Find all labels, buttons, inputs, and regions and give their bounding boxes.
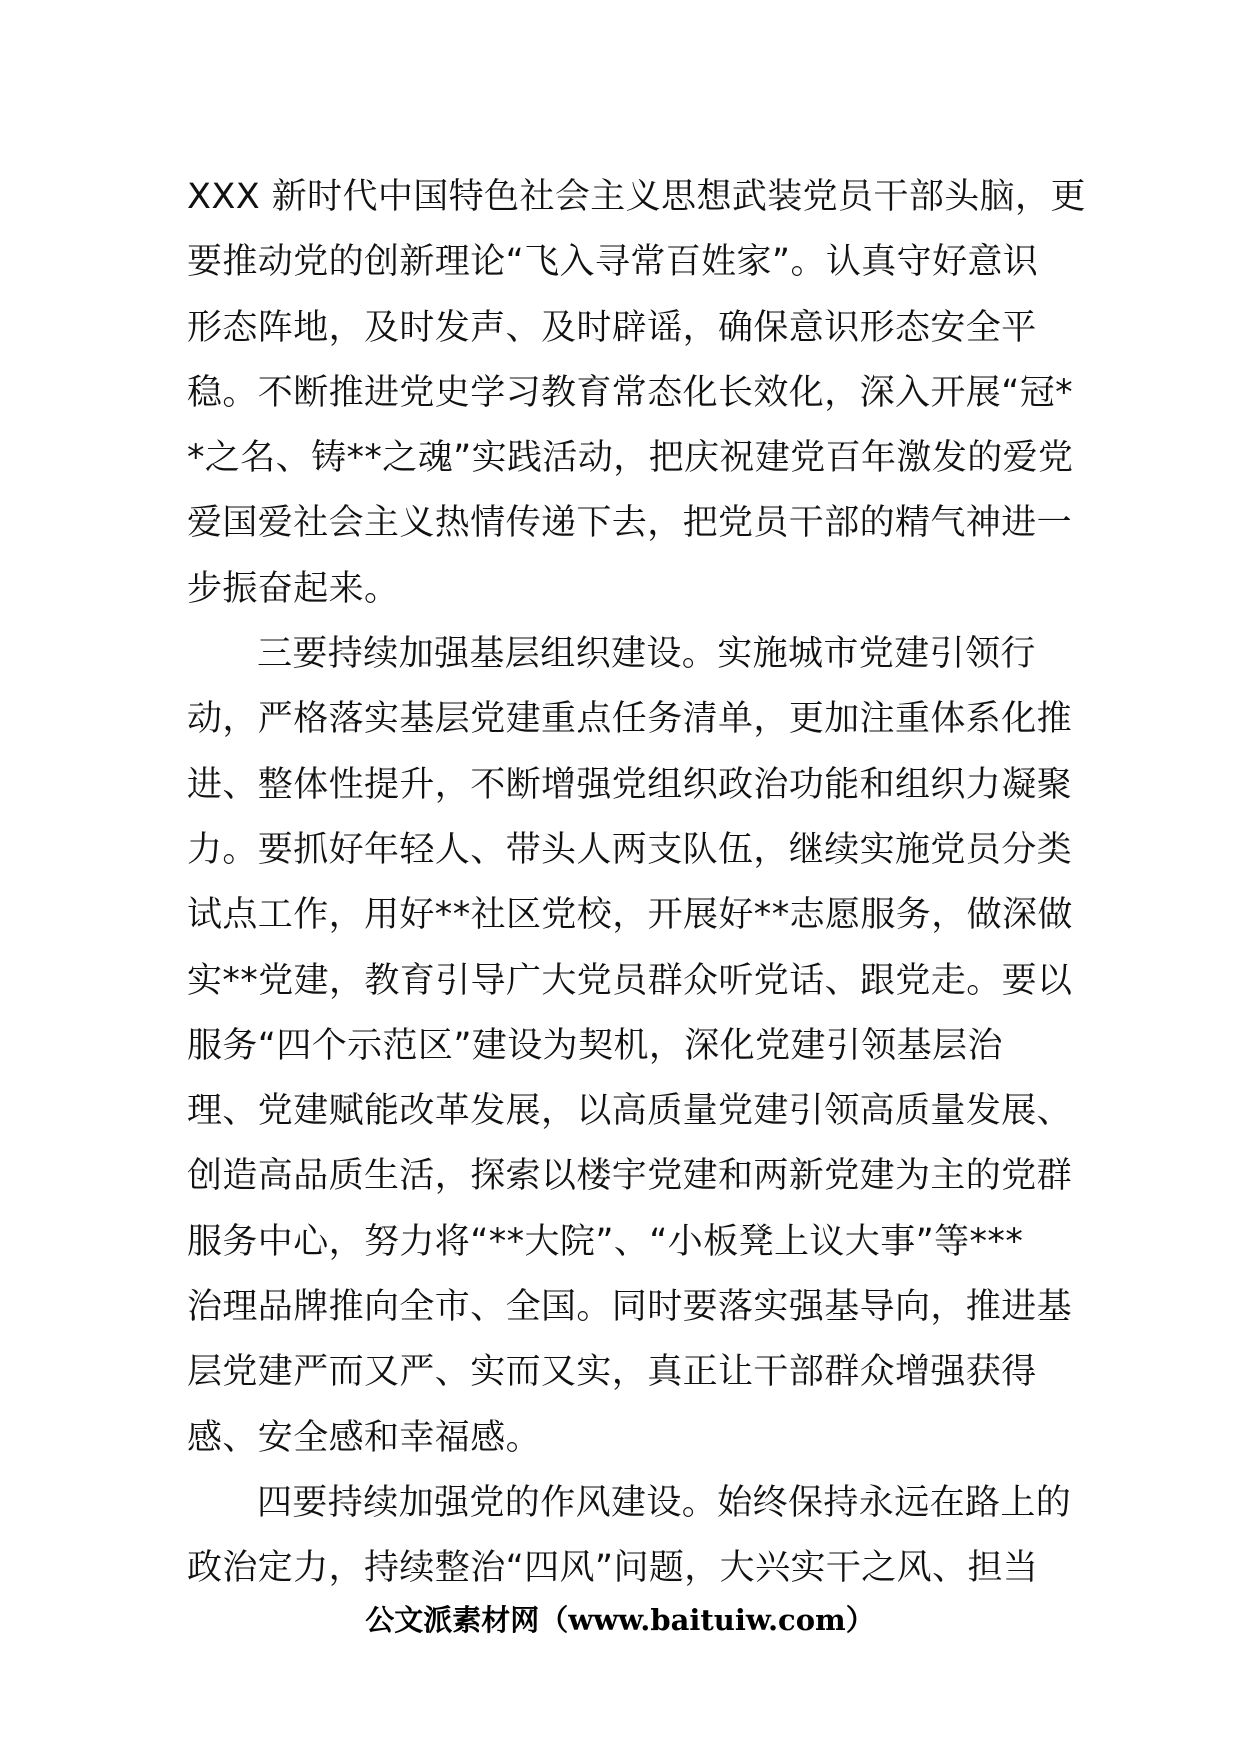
text-line: 治理品牌推向全市、全国。同时要落实强基导向，推进基: [187, 1287, 1073, 1328]
text-line: 服务中心，努力将“**大院”、“小板凳上议大事”等***: [187, 1221, 1024, 1262]
text-line: *之名、铸**之魂”实践活动，把庆祝建党百年激发的爱党: [187, 438, 1074, 479]
paragraph-start-line: 三要持续加强基层组织建设。实施城市党建引领行: [257, 634, 1036, 675]
text-line: 层党建严而又严、实而又实，真正让干部群众增强获得: [187, 1352, 1037, 1393]
paragraph-start-line: 四要持续加强党的作风建设。始终保持永远在路上的: [257, 1482, 1072, 1523]
text-line: 形态阵地，及时发声、及时辟谣，确保意识形态安全平: [187, 307, 1037, 348]
text-line: 理、党建赋能改革发展，以高质量党建引领高质量发展、: [187, 1091, 1073, 1132]
text-line: 政治定力，持续整治“四风”问题，大兴实干之风、担当: [187, 1548, 1039, 1589]
text-line: 实**党建，教育引导广大党员群众听党话、跟党走。要以: [187, 960, 1073, 1001]
footer-watermark: 公文派素材网（www.baituiw.com）: [365, 1603, 875, 1637]
text-line: 动，严格落实基层党建重点任务清单，更加注重体系化推: [187, 699, 1073, 740]
text-line: 爱国爱社会主义热情传递下去，把党员干部的精气神进一: [187, 503, 1073, 544]
text-line: 力。要抓好年轻人、带头人两支队伍，继续实施党员分类: [187, 829, 1073, 870]
text-line: 稳。不断推进党史学习教育常态化长效化，深入开展“冠*: [187, 372, 1074, 413]
text-line: 感、安全感和幸福感。: [187, 1417, 542, 1458]
text-line: XXX 新时代中国特色社会主义思想武装党员干部头脑，更: [187, 177, 1086, 217]
document-body: [187, 165, 1086, 1602]
text-line: 步振奋起来。: [187, 568, 400, 609]
text-line: 试点工作，用好**社区党校，开展好**志愿服务，做深做: [187, 895, 1073, 936]
text-line: 创造高品质生活，探索以楼宇党建和两新党建为主的党群: [187, 1156, 1073, 1197]
text-line: 服务“四个示范区”建设为契机，深化党建引领基层治: [187, 1025, 1003, 1066]
text-line: 进、整体性提升，不断增强党组织政治功能和组织力凝聚: [187, 764, 1073, 805]
text-line: 要推动党的创新理论“飞入寻常百姓家”。认真守好意识: [187, 242, 1039, 283]
